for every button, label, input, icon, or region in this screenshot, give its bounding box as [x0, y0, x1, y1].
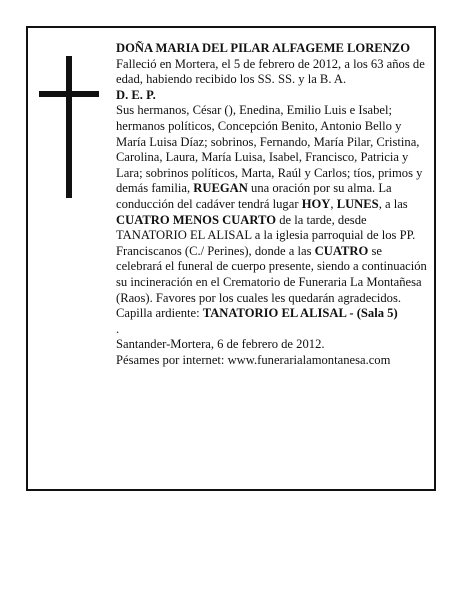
family-and-service-details [116, 103, 430, 306]
procession-text: de la tarde, desde TANATORIO EL ALISAL a la iglesia parroquial de los PP. Franciscanos (C./ Perines), donde a las [116, 212, 416, 258]
capilla-label: Capilla ardiente: [116, 306, 200, 321]
cuatro-menos-cuarto-text: CUATRO MENOS CUARTO [116, 212, 277, 227]
cuatro-text: CUATRO [314, 243, 369, 258]
cross-vertical-bar [66, 56, 72, 198]
funeral-text: se celebrará el funeral de cuerpo presente, siendo a continuación su incineración en el Crematorio de Funeraria La Montañesa (Raos). Favores por los cuales les quedarán agradecidos. [116, 243, 427, 305]
capilla-ardiente-line [116, 306, 430, 337]
ruegan-text: RUEGAN [193, 181, 248, 196]
period-text: . [116, 321, 120, 336]
comma-text: , [330, 196, 334, 211]
dep-line [116, 88, 430, 104]
capilla-value: TANATORIO EL ALISAL - (Sala 5) [202, 306, 398, 321]
cross-icon [39, 56, 99, 198]
place-date: Santander-Mortera, 6 de febrero de 2012. [116, 337, 325, 352]
online-condolences: Pésames por internet: www.funerarialamontanesa.com [116, 352, 391, 367]
dep-text: D. E. P. [116, 87, 156, 102]
obituary-text [116, 41, 430, 368]
hoy-text: HOY [301, 196, 331, 211]
family-list: Sus hermanos, César (), Enedina, Emilio Luis e Isabel; hermanos políticos, Concepción Benito, Antonio Bello y María Luisa Díaz; sobrinos, Fernando, María Pilar, Cristina, Carolina, Laura, María Luisa, Isabel, Francisco, Patricia y Lara; sobrinos políticos, Marta, Raúl y Carlos; tíos, primos y demás familia, [116, 103, 423, 196]
obituary-notice-frame [26, 26, 436, 491]
death-statement: Falleció en Mortera, el 5 de febrero de 2012, a los 63 años de edad, habiendo recibido los SS. SS. y la B. A. [116, 56, 425, 87]
deceased-name: DOÑA MARIA DEL PILAR ALFAGEME LORENZO [116, 41, 411, 55]
lunes-text: LUNES [336, 196, 379, 211]
conduction-text: una oración por su alma. La conducción del cadáver tendrá lugar [116, 181, 392, 211]
cross-horizontal-bar [39, 91, 99, 97]
a-las-text: , a las [378, 196, 408, 211]
